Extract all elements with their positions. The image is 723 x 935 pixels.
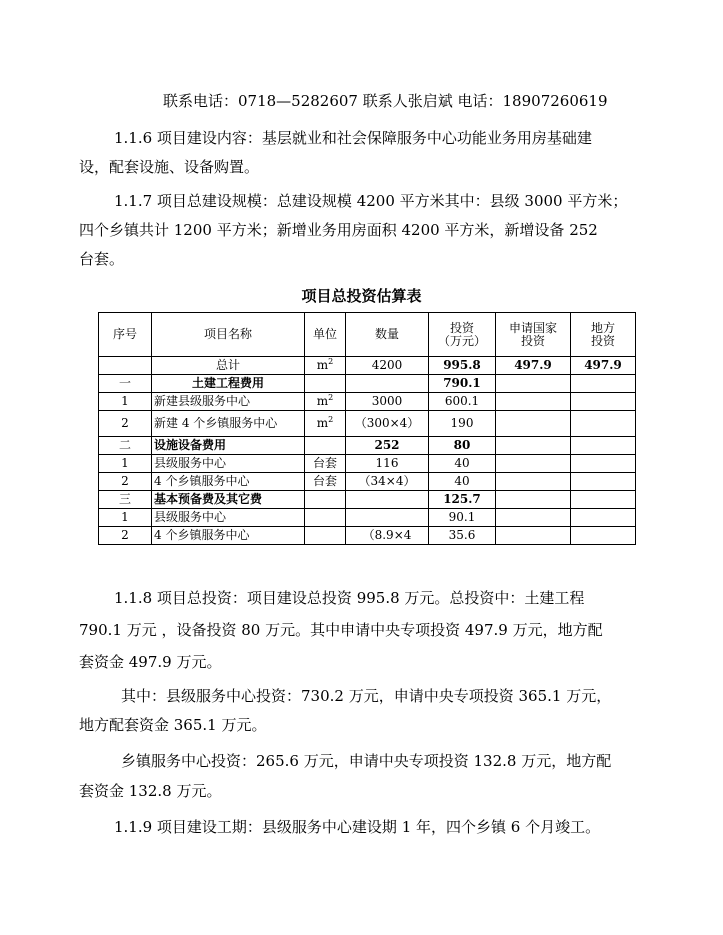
header-invest-line1: 投资 [449,320,474,335]
cell-national [496,393,571,411]
unit-m: m [316,358,329,372]
table-row [99,437,636,455]
table-row [99,411,636,437]
cell-name: 新建县级服务中心 [152,393,305,411]
cell-qty: 116 [346,455,429,473]
cell-qty: （8.9×4 [346,527,429,545]
cell-national [496,437,571,455]
cell-name: 设施设备费用 [152,437,305,455]
header-national-line2: 投资 [520,333,545,348]
cell-local [571,455,636,473]
cell-unit: 台套 [305,473,346,491]
cell-unit [305,375,346,393]
cell-invest: 40 [429,455,496,473]
cell-unit [305,357,346,375]
section-117-line3: 台套。 [79,250,125,268]
cell-local [571,437,636,455]
cell-national [496,527,571,545]
cell-invest: 80 [429,437,496,455]
cell-qty: （300×4） [346,411,429,437]
cell-national [496,411,571,437]
section-117-line2: 四个乡镇共计 1200 平方米；新增业务用房面积 4200 平方米，新增设备 252 [79,221,598,239]
cell-national: 497.9 [496,357,571,375]
cell-invest: 190 [429,411,496,437]
cell-name: 县级服务中心 [152,509,305,527]
cell-local [571,411,636,437]
cell-seq: 2 [99,411,152,437]
cell-unit [305,393,346,411]
cell-name: 基本预备费及其它费 [152,491,305,509]
cell-invest: 90.1 [429,509,496,527]
cell-qty [346,375,429,393]
cell-local [571,473,636,491]
cell-national [496,473,571,491]
cell-national [496,491,571,509]
cell-unit [305,509,346,527]
header-invest [429,313,496,357]
cell-name: 4 个乡镇服务中心 [152,473,305,491]
table-row [99,491,636,509]
section-118-line1: 1.1.8 项目总投资：项目建设总投资 995.8 万元。总投资中：土建工程 [114,589,585,607]
contact-line: 联系电话：0718—5282607 联系人张启斌 电话：18907260619 [163,92,608,110]
unit-sup: 2 [328,393,334,402]
header-name: 项目名称 [152,313,305,357]
cell-qty [346,491,429,509]
cell-unit: 台套 [305,455,346,473]
township-line2: 套资金 132.8 万元。 [79,782,222,800]
cell-invest: 600.1 [429,393,496,411]
table-row [99,455,636,473]
cell-seq: 一 [99,375,152,393]
township-line1: 乡镇服务中心投资：265.6 万元，申请中央专项投资 132.8 万元，地方配 [121,752,612,770]
cell-national [496,375,571,393]
table-row [99,509,636,527]
header-invest-line2: （万元） [437,333,486,348]
cell-seq: 1 [99,455,152,473]
section-119-line1: 1.1.9 项目建设工期：县级服务中心建设期 1 年，四个乡镇 6 个月竣工。 [114,818,601,836]
cell-national [496,509,571,527]
county-line1: 其中：县级服务中心投资：730.2 万元，申请中央专项投资 365.1 万元， [121,687,612,705]
header-unit: 单位 [305,313,346,357]
cell-local [571,527,636,545]
investment-table [98,312,636,545]
cell-qty: 4200 [346,357,429,375]
header-local-line1: 地方 [590,320,615,335]
cell-invest: 35.6 [429,527,496,545]
cell-qty: 3000 [346,393,429,411]
cell-seq: 1 [99,393,152,411]
unit-m: m [316,416,329,430]
cell-name: 县级服务中心 [152,455,305,473]
cell-unit [305,411,346,437]
unit-sup: 2 [328,415,334,424]
cell-seq: 2 [99,527,152,545]
cell-seq [99,357,152,375]
cell-name: 土建工程费用 [152,375,305,393]
table-row [99,357,636,375]
cell-invest: 790.1 [429,375,496,393]
header-local [571,313,636,357]
cell-local: 497.9 [571,357,636,375]
cell-qty: （34×4） [346,473,429,491]
cell-unit [305,437,346,455]
cell-unit [305,527,346,545]
cell-qty: 252 [346,437,429,455]
county-line2: 地方配套资金 365.1 万元。 [79,716,267,734]
cell-invest: 995.8 [429,357,496,375]
cell-seq: 二 [99,437,152,455]
table-row [99,393,636,411]
header-seq: 序号 [99,313,152,357]
unit-sup: 2 [328,357,334,366]
cell-local [571,393,636,411]
header-qty: 数量 [346,313,429,357]
cell-invest: 40 [429,473,496,491]
cell-name: 新建 4 个乡镇服务中心 [152,411,305,437]
cell-local [571,509,636,527]
cell-invest: 125.7 [429,491,496,509]
cell-local [571,375,636,393]
section-116-line1: 1.1.6 项目建设内容：基层就业和社会保障服务中心功能业务用房基础建 [114,129,592,147]
cell-seq: 2 [99,473,152,491]
header-local-line2: 投资 [590,333,615,348]
cell-local [571,491,636,509]
table-row [99,375,636,393]
cell-qty [346,509,429,527]
cell-seq: 三 [99,491,152,509]
table-header-row [99,313,636,357]
cell-unit [305,491,346,509]
table-row [99,473,636,491]
header-national [496,313,571,357]
section-116-line2: 设，配套设施、设备购置。 [79,158,260,176]
cell-name: 总计 [152,357,305,375]
cell-national [496,455,571,473]
cell-seq: 1 [99,509,152,527]
section-118-line3: 套资金 497.9 万元。 [79,653,222,671]
table-title: 项目总投资估算表 [301,287,422,305]
cell-name: 4 个乡镇服务中心 [152,527,305,545]
unit-m: m [316,394,329,408]
section-118-line2: 790.1 万元 ，设备投资 80 万元。其中申请中央专项投资 497.9 万元，地方配 [79,621,603,639]
section-117-line1: 1.1.7 项目总建设规模：总建设规模 4200 平方米其中：县级 3000 平方米； [114,192,628,210]
header-national-line1: 申请国家 [508,320,557,335]
table-row [99,527,636,545]
